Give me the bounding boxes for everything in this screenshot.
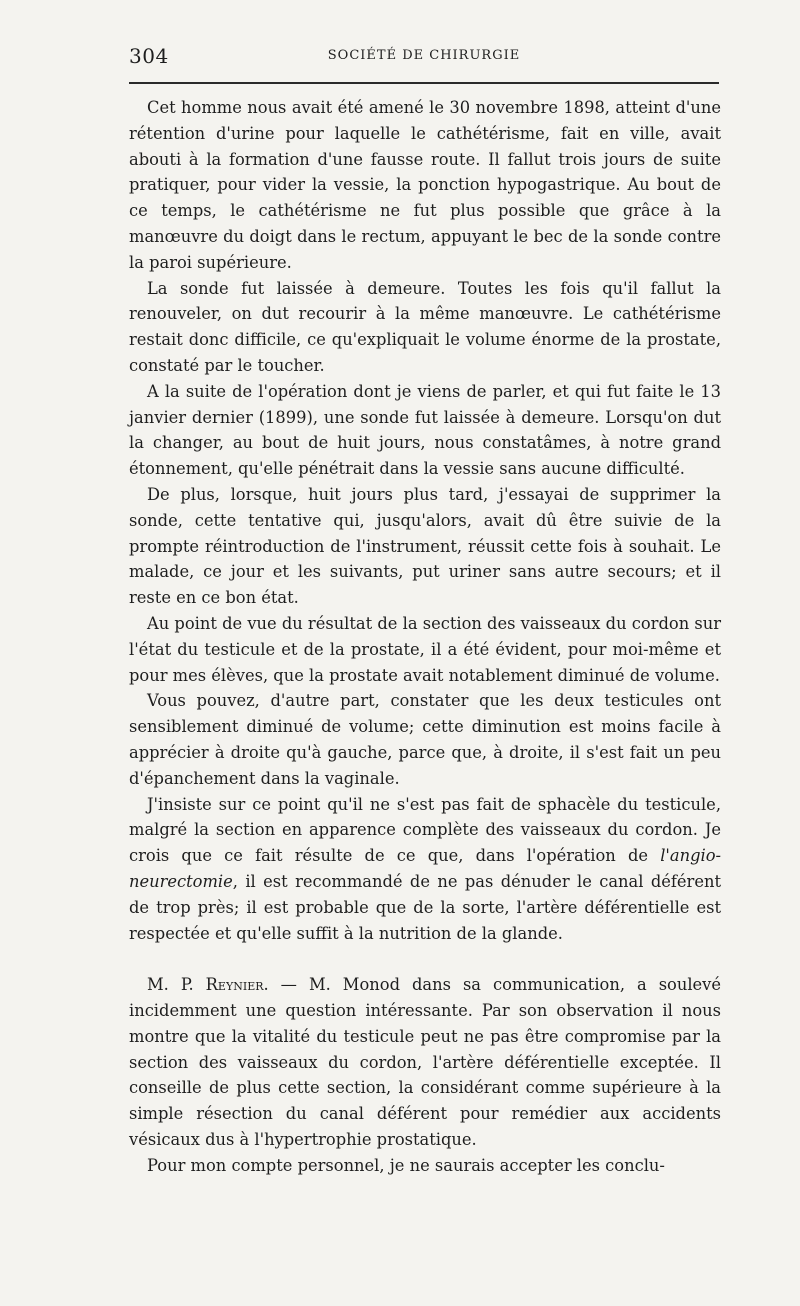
paragraph: A la suite de l'opération dont je viens de parler, et qui fut faite le 13 janvier dernier (1899), une sonde fut laissée à demeure. Lorsqu'on dut la changer, au bout de huit jours, nous constatâmes, à notre grand étonnement, qu'elle pénétrait dans la vessie sans aucune difficulté. — [129, 381, 721, 479]
paragraph: Vous pouvez, d'autre part, constater que les deux testicules ont sensiblement diminué de volume; cette diminution est moins facile à apprécier à droite qu'à gauche, parce que, à droite, il s'est fait un peu d'épanchement dans la vaginale. — [129, 691, 721, 788]
paragraph-text: J'insiste sur ce point qu'il ne s'est pas fait de sphacèle du testicule, malgré la section en apparence complète des vaisseaux du cordon. Je crois que ce fait résulte de ce que, dans l'opération de — [129, 794, 721, 866]
paragraph — [129, 792, 721, 947]
paragraph: Cet homme nous avait été amené le 30 novembre 1898, atteint d'une rétention d'urine pour laquelle le cathétérisme, fait en ville, avait abouti à la formation d'une fausse route. Il fallut trois jours de suite pratiquer, pour vider la vessie, la ponction hypogastrique. Au bout de ce temps, le cathétérisme ne fut plus possible que grâce à la manœuvre du doigt dans le rectum, appuyant le bec de la sonde contre la paroi supérieure. — [129, 98, 721, 272]
paragraph-text: M. Monod dans sa communication, a soulevé incidemment une question intéressante. Par son observation il nous montre que la vitalité du testicule peut ne pas être compromise par la section des vaisseaux du cordon, l'artère déférentielle exceptée. Il conseille de plus cette section, la considérant comme supérieure à la simple résection du canal déférent pour remédier aux accidents vésicaux dus à l'hypertrophie prostatique. — [129, 975, 722, 1150]
page-number: 304 — [129, 44, 169, 68]
speaker-paragraph — [129, 972, 721, 1153]
term-angio-neurectomie: l'angio-neurectomie — [129, 846, 721, 891]
speaker-suffix: . — — [263, 975, 309, 995]
speaker-prefix: M. P. — [147, 975, 206, 995]
paragraph-text: , il est recommandé de ne pas dénuder le canal déférent de trop près; il est probable que de la sorte, l'artère déférentielle est respectée et qu'elle suffit à la nutrition de la glande. — [129, 871, 721, 943]
running-title: SOCIÉTÉ DE CHIRURGIE — [327, 48, 521, 63]
header-rule — [129, 82, 719, 84]
body-text — [129, 95, 721, 1179]
speaker-name: Reynier — [205, 975, 264, 995]
paragraph: La sonde fut laissée à demeure. Toutes les fois qu'il fallut la renouveler, on dut recourir à la même manœuvre. Le cathétérisme restait donc difficile, ce qu'expliquait le volume énorme de la prostate, constaté par le toucher. — [129, 278, 721, 375]
paragraph: Au point de vue du résultat de la section des vaisseaux du cordon sur l'état du testicule et de la prostate, il a été évident, pour moi-même et pour mes élèves, que la prostate avait notablement diminué de volume. — [129, 613, 721, 685]
paragraph: Pour mon compte personnel, je ne saurais accepter les conclu- — [147, 1155, 665, 1175]
paragraph: De plus, lorsque, huit jours plus tard, j'essayai de supprimer la sonde, cette tentative qui, jusqu'alors, avait dû être suivie de la prompte réintroduction de l'instrument, réussit cette fois à souhait. Le malade, ce jour et les suivants, put uriner sans autre secours; et il reste en ce bon état. — [129, 484, 721, 608]
page-header — [129, 44, 719, 72]
section-gap — [129, 946, 721, 972]
